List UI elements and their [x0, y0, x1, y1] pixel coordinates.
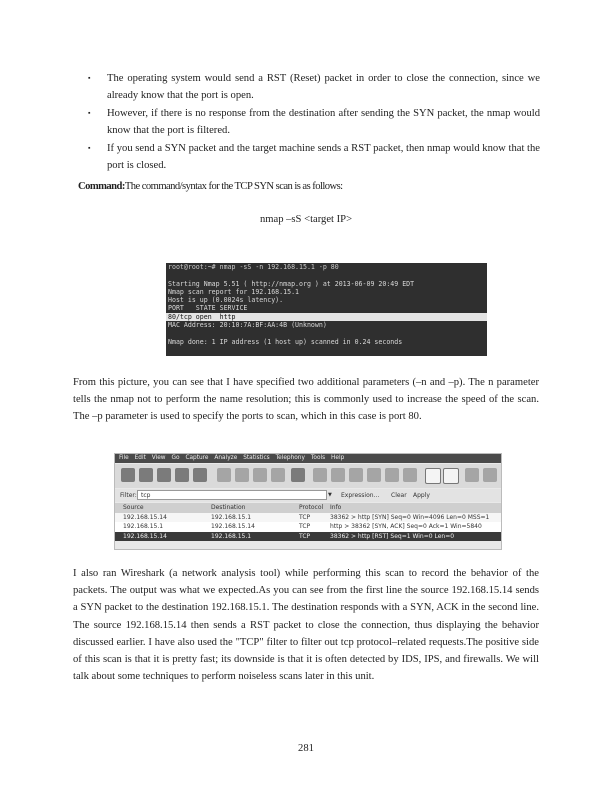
bullet-text: If you send a SYN packet and the target machine sends a RST packet, then nmap would know that the port is closed.	[107, 143, 540, 171]
save-file-icon[interactable]	[235, 468, 249, 482]
packet-protocol: TCP	[299, 523, 311, 530]
menu-statistics[interactable]: Statistics	[243, 455, 270, 461]
wireshark-menubar	[115, 454, 501, 463]
terminal-line	[166, 271, 487, 279]
paragraph-parameters: From this picture, you can see that I have specified two additional parameters (–n and –p). The n parameter tells the nmap not to perform the name resolution; this is commonly used to increase the speed of the scan. The –p parameter is used to specify the ports to scan, which in this case is port 80.	[73, 377, 539, 423]
packet-info: http > 38362 [SYN, ACK] Seq=0 Ack=1 Win=5840	[330, 523, 482, 530]
colorize-icon[interactable]	[425, 468, 441, 484]
interfaces-icon[interactable]	[121, 468, 135, 482]
terminal-line: Starting Nmap 5.51 ( http://nmap.org ) at 2013-06-09 20:49 EDT	[168, 279, 415, 288]
zoom-out-icon[interactable]	[483, 468, 497, 482]
column-protocol[interactable]: Protocol	[299, 504, 324, 511]
terminal-line: Nmap done: 1 IP address (1 host up) scanned in 0.24 seconds	[168, 337, 403, 346]
filter-input[interactable]: tcp	[137, 490, 327, 500]
menu-capture[interactable]: Capture	[185, 455, 209, 461]
packet-list	[115, 503, 501, 541]
bullet-item	[88, 105, 540, 139]
go-back-icon[interactable]	[331, 468, 345, 482]
packet-row[interactable]	[115, 513, 501, 523]
command-label: Command:	[78, 181, 125, 192]
wireshark-screenshot	[114, 453, 502, 550]
packet-row[interactable]	[115, 522, 501, 532]
bullet-marker: ▪	[88, 109, 91, 117]
packet-source: 192.168.15.14	[123, 513, 167, 521]
zoom-in-icon[interactable]	[465, 468, 479, 482]
terminal-line-highlighted: 80/tcp open http	[166, 313, 487, 321]
print-icon[interactable]	[291, 468, 305, 482]
menu-analyze[interactable]: Analyze	[214, 455, 238, 461]
close-file-icon[interactable]	[253, 468, 267, 482]
terminal-line: Host is up (0.0024s latency).	[168, 296, 284, 305]
apply-button[interactable]: Apply	[413, 492, 430, 499]
wireshark-toolbar	[115, 464, 501, 488]
terminal-line: root@root:~# nmap -sS -n 192.168.15.1 -p 80	[168, 263, 339, 271]
terminal-line: PORT STATE SERVICE	[168, 304, 248, 313]
packet-row-selected[interactable]	[115, 532, 501, 542]
go-forward-icon[interactable]	[349, 468, 363, 482]
terminal-line: MAC Address: 20:10:7A:BF:AA:4B (Unknown)	[168, 321, 327, 330]
packet-protocol: TCP	[299, 513, 311, 521]
wireshark-filterbar	[115, 489, 501, 502]
packet-list-header	[115, 503, 501, 513]
command-heading	[78, 181, 343, 192]
page-number: 281	[298, 743, 314, 754]
bullet-text: However, if there is no response from the destination after sending the SYN packet, the nmap would know that the port is filtered.	[107, 108, 540, 136]
menu-help[interactable]: Help	[331, 455, 345, 461]
start-capture-icon[interactable]	[157, 468, 171, 482]
filter-dropdown-icon[interactable]: ▼	[328, 492, 332, 498]
clear-button[interactable]: Clear	[391, 492, 407, 499]
menu-telephony[interactable]: Telephony	[275, 455, 305, 461]
packet-source: 192.168.15.1	[123, 523, 164, 530]
options-icon[interactable]	[139, 468, 153, 482]
packet-protocol: TCP	[299, 532, 311, 540]
expression-button[interactable]: Expression...	[341, 492, 380, 499]
terminal-line: Nmap scan report for 192.168.15.1	[168, 287, 300, 296]
go-first-icon[interactable]	[385, 468, 399, 482]
bullet-item	[88, 140, 540, 174]
bullet-item	[88, 70, 540, 104]
reload-icon[interactable]	[271, 468, 285, 482]
column-source[interactable]: Source	[123, 504, 144, 511]
terminal-line	[166, 329, 487, 337]
packet-destination: 192.168.15.1	[211, 532, 252, 540]
menu-file[interactable]: File	[119, 455, 129, 461]
menu-tools[interactable]: Tools	[310, 455, 326, 461]
packet-info: 38362 > http [RST] Seq=1 Win=0 Len=0	[330, 532, 455, 540]
filter-label: Filter:	[120, 492, 137, 499]
go-to-packet-icon[interactable]	[367, 468, 381, 482]
packet-source: 192.168.15.14	[123, 532, 167, 540]
restart-capture-icon[interactable]	[193, 468, 207, 482]
open-file-icon[interactable]	[217, 468, 231, 482]
column-info[interactable]: Info	[330, 504, 342, 511]
bullet-list	[88, 70, 540, 175]
bullet-marker: ▪	[88, 144, 91, 152]
packet-destination: 192.168.15.1	[211, 513, 252, 521]
bullet-marker: ▪	[88, 74, 91, 82]
bullet-text: The operating system would send a RST (Reset) packet in order to close the connection, since we already know that the port is open.	[107, 73, 540, 101]
auto-scroll-icon[interactable]	[443, 468, 459, 484]
command-syntax: nmap –sS <target IP>	[259, 214, 353, 225]
stop-capture-icon[interactable]	[175, 468, 189, 482]
terminal-screenshot	[166, 263, 487, 356]
find-packet-icon[interactable]	[313, 468, 327, 482]
column-destination[interactable]: Destination	[211, 504, 246, 511]
packet-destination: 192.168.15.14	[211, 523, 255, 530]
menu-go[interactable]: Go	[171, 455, 180, 461]
paragraph-wireshark: I also ran Wireshark (a network analysis tool) while performing this scan to record the behavior of the packets. The output was what we expected.As you can see from the first line the source 192.168.15.14 sends a SYN packet to the destination 192.168.15.1. The destination responds with a SYN, ACK in the second line. The source 192.168.15.14 then sends a RST packet to close the connection, thus displaying the behavior discussed earlier. I have also used the "TCP" filter to filter out tcp protocol–related requests.The positive side of this scan is that it is pretty fast; its downside is that it is often detected by IDS, IPS, and firewalls. We will talk about some techniques to perform noiseless scans later in this unit.	[73, 568, 539, 683]
menu-view[interactable]: View	[151, 455, 166, 461]
go-last-icon[interactable]	[403, 468, 417, 482]
menu-edit[interactable]: Edit	[134, 455, 146, 461]
command-intro-text: The command/syntax for the TCP SYN scan is as follows:	[124, 181, 343, 192]
packet-info: 38362 > http [SYN] Seq=0 Win=4096 Len=0 MSS=1	[330, 513, 490, 521]
